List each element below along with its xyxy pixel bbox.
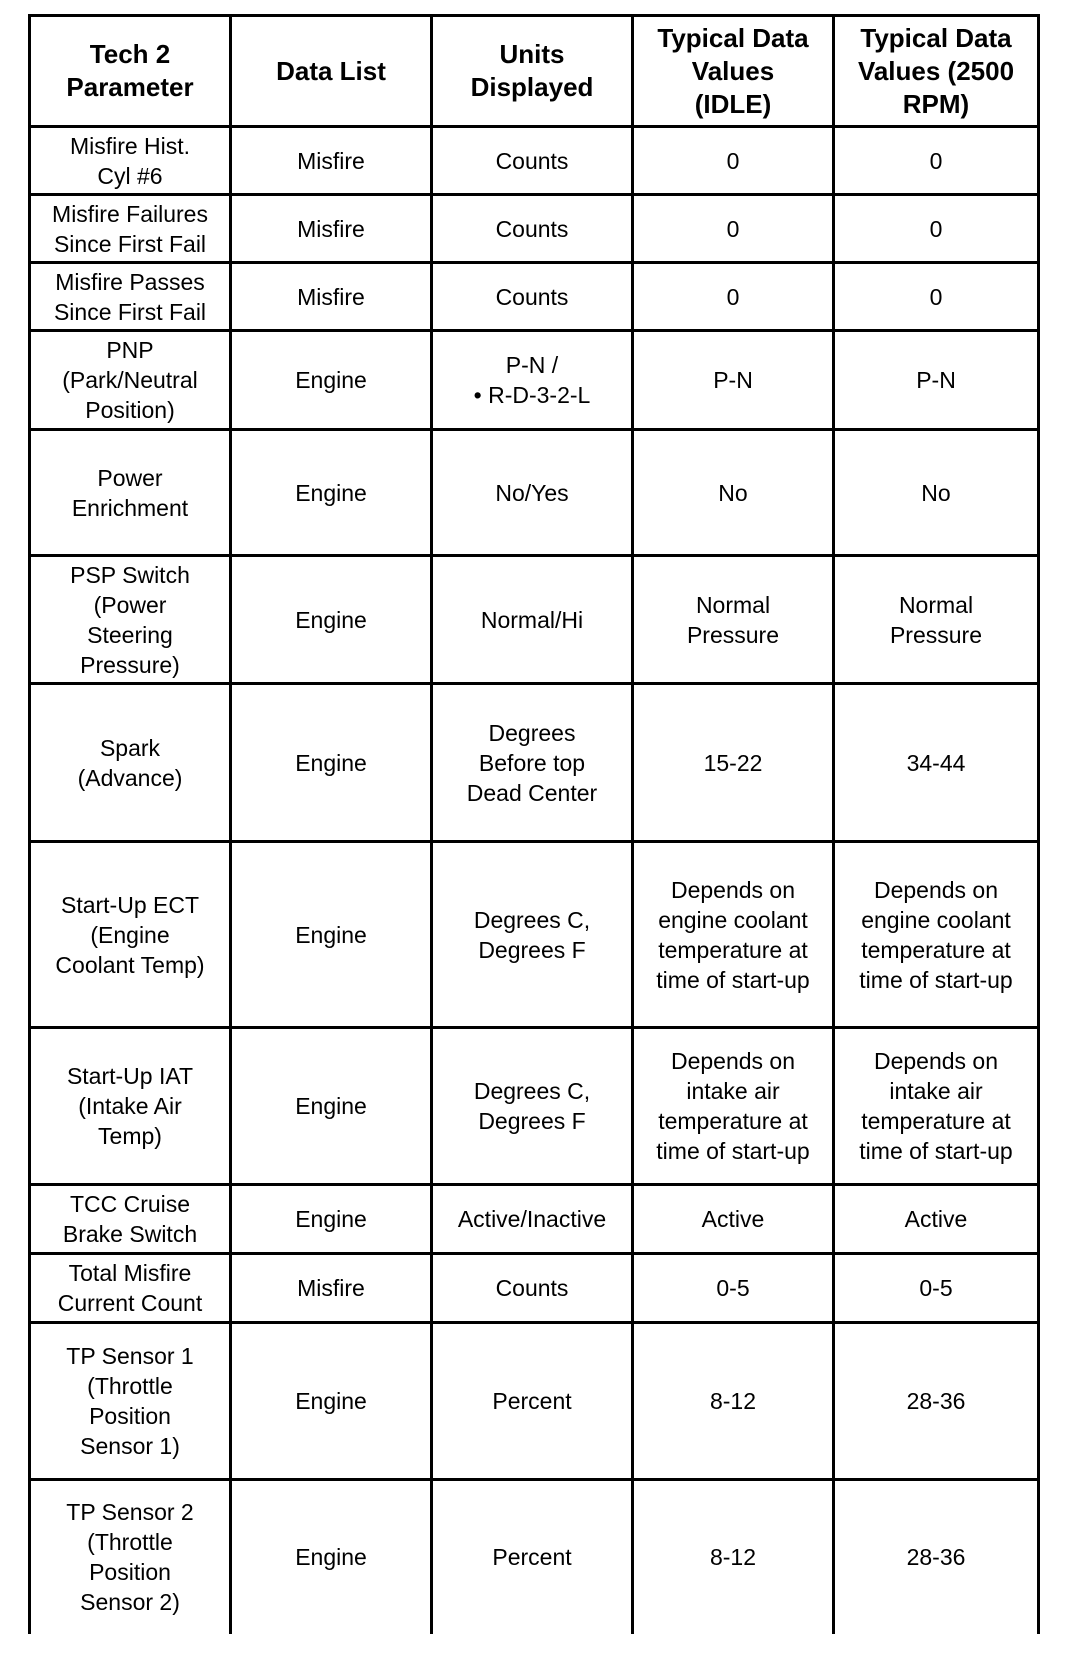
cell-data-list: Engine xyxy=(231,1028,432,1185)
cell-idle-value: 0 xyxy=(633,127,834,195)
cell-units: Degrees Before top Dead Center xyxy=(432,684,633,842)
cell-parameter: PNP (Park/Neutral Position) xyxy=(30,331,231,430)
cell-units: No/Yes xyxy=(432,430,633,556)
tech2-data-table xyxy=(28,14,1040,1634)
cell-data-list: Misfire xyxy=(231,195,432,263)
cell-idle-value: Normal Pressure xyxy=(633,556,834,684)
header-typical-idle: Typical Data Values (IDLE) xyxy=(633,16,834,127)
header-typical-2500rpm: Typical Data Values (2500 RPM) xyxy=(834,16,1039,127)
table-row xyxy=(30,556,1039,684)
table-row xyxy=(30,263,1039,331)
table-row xyxy=(30,1185,1039,1254)
cell-units: Degrees C, Degrees F xyxy=(432,842,633,1028)
cell-idle-value: 0 xyxy=(633,195,834,263)
cell-parameter: TP Sensor 2 (Throttle Position Sensor 2) xyxy=(30,1480,231,1634)
cell-parameter: Start-Up ECT (Engine Coolant Temp) xyxy=(30,842,231,1028)
cell-data-list: Engine xyxy=(231,684,432,842)
cell-units: Counts xyxy=(432,263,633,331)
cell-2500rpm-value: Depends on engine coolant temperature at time of start-up xyxy=(834,842,1039,1028)
cell-idle-value: 0 xyxy=(633,263,834,331)
cell-2500rpm-value: 0 xyxy=(834,195,1039,263)
table-row xyxy=(30,1254,1039,1323)
cell-units: Degrees C, Degrees F xyxy=(432,1028,633,1185)
data-table-container xyxy=(28,14,1037,1634)
table-row xyxy=(30,1028,1039,1185)
cell-units: P-N / • R-D-3-2-L xyxy=(432,331,633,430)
cell-parameter: Spark (Advance) xyxy=(30,684,231,842)
header-tech2-parameter: Tech 2 Parameter xyxy=(30,16,231,127)
table-row xyxy=(30,331,1039,430)
cell-2500rpm-value: 0-5 xyxy=(834,1254,1039,1323)
table-row xyxy=(30,684,1039,842)
cell-units: Percent xyxy=(432,1480,633,1634)
cell-idle-value: 0-5 xyxy=(633,1254,834,1323)
cell-units: Counts xyxy=(432,127,633,195)
cell-idle-value: 15-22 xyxy=(633,684,834,842)
cell-2500rpm-value: 0 xyxy=(834,263,1039,331)
cell-parameter: Start-Up IAT (Intake Air Temp) xyxy=(30,1028,231,1185)
table-row xyxy=(30,430,1039,556)
table-row xyxy=(30,1480,1039,1634)
table-row xyxy=(30,842,1039,1028)
cell-idle-value: 8-12 xyxy=(633,1480,834,1634)
header-units-displayed: Units Displayed xyxy=(432,16,633,127)
cell-data-list: Misfire xyxy=(231,1254,432,1323)
cell-units: Percent xyxy=(432,1323,633,1480)
cell-2500rpm-value: No xyxy=(834,430,1039,556)
cell-units: Counts xyxy=(432,1254,633,1323)
cell-data-list: Engine xyxy=(231,430,432,556)
cell-parameter: Misfire Passes Since First Fail xyxy=(30,263,231,331)
table-row xyxy=(30,195,1039,263)
cell-parameter: Misfire Hist. Cyl #6 xyxy=(30,127,231,195)
cell-parameter: PSP Switch (Power Steering Pressure) xyxy=(30,556,231,684)
cell-2500rpm-value: P-N xyxy=(834,331,1039,430)
cell-parameter: Power Enrichment xyxy=(30,430,231,556)
cell-parameter: TCC Cruise Brake Switch xyxy=(30,1185,231,1254)
cell-2500rpm-value: Active xyxy=(834,1185,1039,1254)
cell-2500rpm-value: 0 xyxy=(834,127,1039,195)
cell-data-list: Engine xyxy=(231,331,432,430)
cell-data-list: Engine xyxy=(231,1480,432,1634)
cell-parameter: TP Sensor 1 (Throttle Position Sensor 1) xyxy=(30,1323,231,1480)
cell-units: Active/Inactive xyxy=(432,1185,633,1254)
cell-data-list: Engine xyxy=(231,1185,432,1254)
table-row xyxy=(30,127,1039,195)
table-row xyxy=(30,1323,1039,1480)
cell-data-list: Misfire xyxy=(231,263,432,331)
cell-data-list: Misfire xyxy=(231,127,432,195)
cell-2500rpm-value: Normal Pressure xyxy=(834,556,1039,684)
cell-data-list: Engine xyxy=(231,1323,432,1480)
cell-parameter: Misfire Failures Since First Fail xyxy=(30,195,231,263)
cell-units: Counts xyxy=(432,195,633,263)
cell-2500rpm-value: 28-36 xyxy=(834,1480,1039,1634)
cell-units: Normal/Hi xyxy=(432,556,633,684)
cell-idle-value: No xyxy=(633,430,834,556)
cell-idle-value: Depends on engine coolant temperature at time of start-up xyxy=(633,842,834,1028)
cell-parameter: Total Misfire Current Count xyxy=(30,1254,231,1323)
cell-2500rpm-value: 34-44 xyxy=(834,684,1039,842)
cell-idle-value: P-N xyxy=(633,331,834,430)
cell-idle-value: 8-12 xyxy=(633,1323,834,1480)
cell-2500rpm-value: Depends on intake air temperature at time of start-up xyxy=(834,1028,1039,1185)
cell-idle-value: Depends on intake air temperature at time of start-up xyxy=(633,1028,834,1185)
header-data-list: Data List xyxy=(231,16,432,127)
cell-data-list: Engine xyxy=(231,556,432,684)
cell-data-list: Engine xyxy=(231,842,432,1028)
cell-2500rpm-value: 28-36 xyxy=(834,1323,1039,1480)
table-header-row xyxy=(30,16,1039,127)
cell-idle-value: Active xyxy=(633,1185,834,1254)
